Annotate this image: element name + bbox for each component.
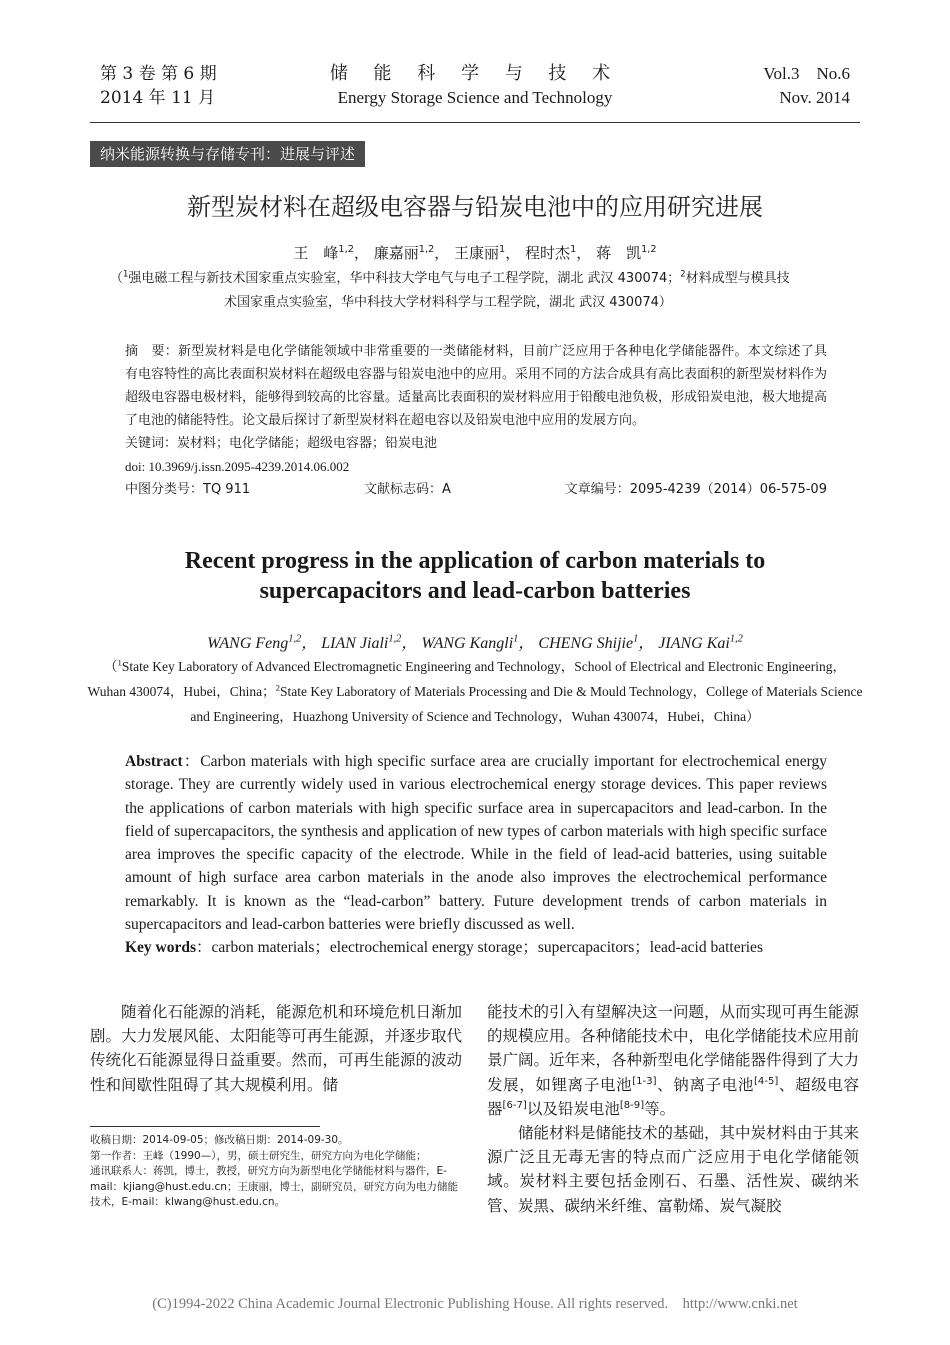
authors-cn: 王 峰$^{1,2}$， 廉嘉丽$^{1,2}$， 王康丽$^1$， 程时杰$^1$， 蒋 凯$^{1,2}$ xyxy=(293,244,657,262)
author-cn: 蒋 凯$^{1,2}$ xyxy=(596,244,657,262)
abstract-en xyxy=(125,750,827,960)
body-column-right xyxy=(487,1000,859,1218)
abstract-en-label: Abstract xyxy=(125,753,183,770)
footnote-received: 收稿日期：2014-09-05；修改稿日期：2014-09-30。 xyxy=(90,1134,349,1146)
citation: [4-5] xyxy=(754,1075,779,1087)
copyright-footer: (C)1994-2022 China Academic Journal Electronic Publishing House. All rights reserved. http://www.cnki.net xyxy=(152,1296,798,1312)
affiliations-en: （$^1$State Key Laboratory of Advanced Electromagnetic Engineering and Technology，School of Electrical and Electronic Engineering，Wuhan 430074，Hubei，China；$^2$State Key Laboratory of Materials Processing and Die & Mould Technology，College of Materials Science and Engineering，Huazhong University of Science and Technology，Wuhan 430074，Hubei，China） xyxy=(87,657,863,724)
title-cn: 新型炭材料在超级电容器与铅炭电池中的应用研究进展 xyxy=(187,193,763,221)
author-cn: 王 峰$^{1,2}$ xyxy=(293,244,354,262)
author-en: JIANG Kai$^{1,2}$ xyxy=(658,633,743,652)
affiliation-cn-line2: 术国家重点实验室，华中科技大学材料科学与工程学院，湖北 武汉 430074） xyxy=(224,295,672,310)
author-en: LIAN Jiali$^{1,2}$ xyxy=(321,633,402,652)
author-en: CHENG Shijie$^1$ xyxy=(538,633,639,652)
affiliations-cn xyxy=(110,267,870,315)
article-number: 文章编号：2095-4239（2014）06-575-09 xyxy=(564,482,827,497)
doi: doi: 10.3969/j.issn.2095-4239.2014.06.002 xyxy=(125,459,350,474)
author-en: WANG Feng$^{1,2}$ xyxy=(207,633,302,652)
keywords-cn: 关键词：炭材料；电化学储能；超级电容器；铅炭电池 xyxy=(125,436,438,451)
date-cn: 2014 年 11 月 xyxy=(100,88,216,108)
body-paragraph: 储能材料是储能技术的基础，其中炭材料由于其来源广泛且无毒无害的特点而广泛应用于电化学储能领域。炭材料主要包括金刚石、石墨、活性炭、碳纳米管、炭黑、碳纳米纤维、富勒烯、炭气凝胶 xyxy=(487,1124,860,1215)
footnote-contact: 通讯联系人：蒋凯，博士，教授，研究方向为新型电化学储能材料与器件，E-mail：kjiang@hust.edu.cn；王康丽，博士，副研究员，研究方向为电力储能技术，E-mail：klwang@hust.edu.cn。 xyxy=(90,1165,458,1208)
journal-name-en: Energy Storage Science and Technology xyxy=(337,88,613,107)
body-column-left xyxy=(90,1000,462,1097)
citation: [1-3] xyxy=(632,1075,657,1087)
body-paragraph: 能技术的引入有望解决这一问题，从而实现可再生能源的规模应用。各种储能技术中，电化学储能技术应用前景广阔。近年来，各种新型电化学储能器件得到了大力发展，如锂离子电池[1-3]、钠离子电池[4-5]、超级电容器[6-7]以及铅炭电池[8-9]等。 xyxy=(487,1003,860,1118)
footnote-rule xyxy=(90,1126,320,1127)
body-paragraph: 随着化石能源的消耗，能源危机和环境危机日渐加剧。大力发展风能、太阳能等可再生能源，并逐步取代传统化石能源显得日益重要。然而，可再生能源的波动性和间歇性阻碍了其大规模利用。储 xyxy=(90,1003,463,1094)
author-cn: 廉嘉丽$^{1,2}$ xyxy=(373,244,435,262)
document-code: 文献标志码：A xyxy=(363,482,451,497)
special-issue-banner: 纳米能源转换与存储专刊：进展与评述 xyxy=(90,141,365,167)
author-cn: 王康丽$^1$ xyxy=(454,244,506,262)
volume-issue-cn: 第 3 卷 第 6 期 xyxy=(100,64,217,84)
author-cn: 程时杰$^1$ xyxy=(525,244,577,262)
clc-number: 中图分类号：TQ 911 xyxy=(125,482,251,497)
journal-name-cn: 储 能 科 学 与 技 术 xyxy=(329,63,621,84)
authors-en: WANG Feng$^{1,2}$， LIAN Jiali$^{1,2}$， WANG Kangli$^1$， CHENG Shijie$^1$， JIANG Kai$^{1,2}$ xyxy=(207,633,743,652)
abstract-cn-label: 摘 要： xyxy=(125,344,178,359)
affiliation-cn-line1: （$^1$强电磁工程与新技术国家重点实验室，华中科技大学电气与电子工程学院，湖北 武汉 430074；$^2$材料成型与模具技 xyxy=(110,268,790,286)
abstract-cn xyxy=(125,340,827,501)
footnotes xyxy=(90,1133,465,1211)
author-en: WANG Kangli$^1$ xyxy=(421,633,519,652)
date-en: Nov. 2014 xyxy=(779,88,850,107)
classification-row xyxy=(125,478,827,501)
footnote-first-author: 第一作者：王峰（1990—），男，硕士研究生，研究方向为电化学储能； xyxy=(90,1149,427,1162)
citation: [8-9] xyxy=(619,1099,645,1111)
header-rule xyxy=(90,122,860,123)
title-en: Recent progress in the application of carbon materials to supercapacitors and lead-carbon batteries xyxy=(184,548,766,604)
volume-issue-en: Vol.3 No.6 xyxy=(763,64,850,83)
keywords-en: Key words：carbon materials；electrochemical energy storage；supercapacitors；lead-acid batteries xyxy=(125,939,763,957)
abstract-cn-body: 摘 要：新型炭材料是电化学储能领域中非常重要的一类储能材料，目前广泛应用于各种电化学储能器件。本文综述了具有电容特性的高比表面积炭材料在超级电容器与铅炭电池中的应用。采用不同的方法合成具有高比表面积的新型炭材料作为超级电容器电极材料，能够得到较高的比容量。适量高比表面积的炭材料应用于铅酸电池负极，形成铅炭电池，极大地提高了电池的储能特性。论文最后探讨了新型炭材料在超电容以及铅炭电池中应用的发展方向。 xyxy=(125,344,828,428)
citation: [6-7] xyxy=(502,1099,527,1111)
header-volume-en xyxy=(763,62,850,110)
abstract-en-body: Abstract：Carbon materials with high specific surface area are crucially important for electrochemical energy storage. They are currently widely used in various electrochemical energy storage devices. This paper reviews the applications of carbon materials with high specific surface area in supercapacitors and lead-carbon. In the field of supercapacitors, the synthesis and application of new types of carbon materials with high specific surface area improves the specific capacity of the electrode. While in the field of lead-acid batteries, using suitable amount of high surface area carbon materials in the anode also improves the electrochemical performance remarkably. It is known as the “lead-carbon” battery. Future development trends of carbon materials in supercapacitors and lead-carbon batteries were briefly discussed as well. xyxy=(125,753,828,934)
